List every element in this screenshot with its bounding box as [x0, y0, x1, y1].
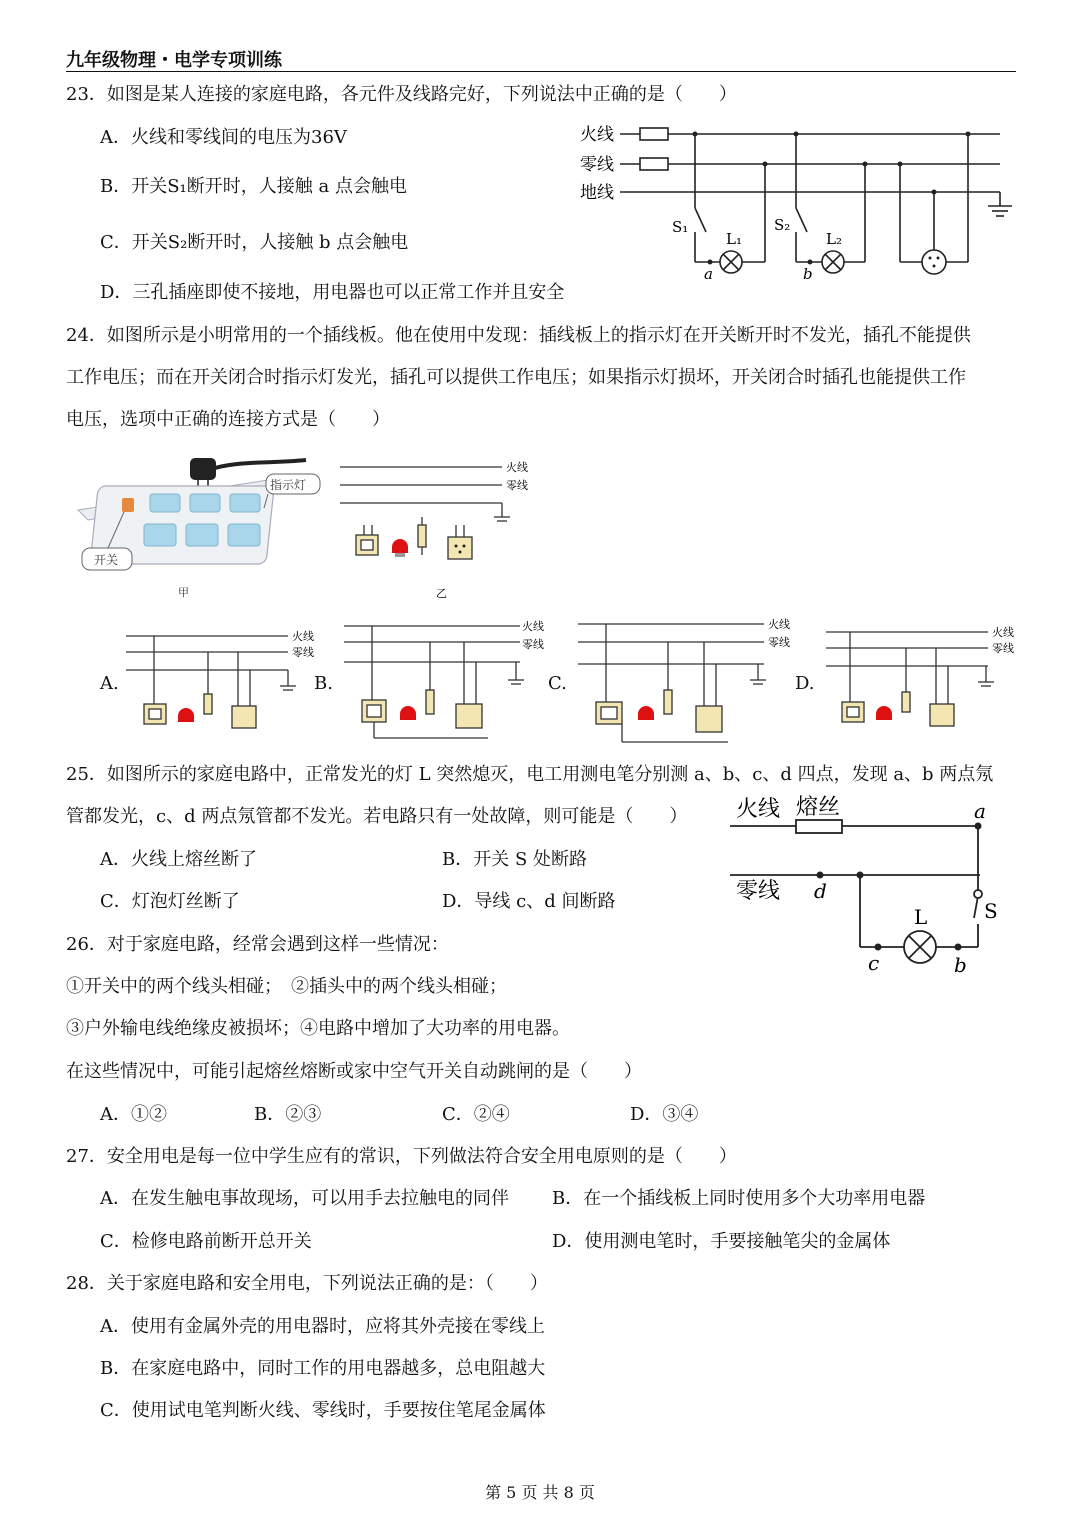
q24-option-b-circuit	[344, 618, 556, 748]
q24-option-d-live: 火线	[992, 626, 1014, 639]
q24-yi-neutral-label: 零线	[506, 479, 528, 492]
q26-option-b: B．②③	[254, 1104, 322, 1125]
q26-option-c: C．②④	[442, 1104, 510, 1125]
q23-live-label: 火线	[580, 125, 614, 145]
q23-point-b: b	[803, 265, 813, 283]
q27-option-a: A．在发生触电事故现场，可以用手去拉触电的同伴	[100, 1188, 509, 1209]
q25-point-c: c	[868, 951, 880, 975]
q24-caption-yi: 乙	[436, 587, 447, 600]
q23-ground-label: 地线	[580, 183, 614, 203]
q24-figure-yi	[340, 455, 540, 605]
q23-option-d: D．三孔插座即使不接地，用电器也可以正常工作并且安全	[100, 282, 565, 303]
q23-point-a: a	[704, 265, 713, 283]
q26-stem: 26．对于家庭电路，经常会遇到这样一些情况：	[66, 934, 449, 955]
q23-l1-label: L₁	[726, 230, 742, 248]
q23-option-b: B．开关S₁断开时，人接触 a 点会触电	[100, 176, 407, 197]
q28-option-b: B．在家庭电路中，同时工作的用电器越多，总电阻越大	[100, 1358, 546, 1379]
q25-fuse-label: 熔丝	[796, 795, 841, 820]
q24-stem-line2: 工作电压；而在开关闭合时指示灯发光，插孔可以提供工作电压；如果指示灯损坏，开关闭合时插孔也能提供工作	[66, 367, 966, 388]
q24-stem-line1: 24．如图所示是小明常用的一个插线板。他在使用中发现：插线板上的指示灯在开关断开时不发光，插孔不能提供	[66, 325, 971, 346]
q24-option-c-live: 火线	[768, 618, 790, 631]
q24-option-a-live: 火线	[292, 630, 314, 643]
q25-option-b: B．开关 S 处断路	[442, 849, 588, 870]
q25-point-b: b	[954, 953, 967, 977]
q24-option-b-neutral: 零线	[522, 638, 544, 651]
q24-switch-callout: 开关	[94, 553, 119, 567]
q24-indicator-callout: 指示灯	[270, 478, 307, 492]
q23-s1-label: S₁	[672, 218, 689, 236]
q26-option-a: A．①②	[100, 1104, 167, 1125]
q23-stem: 23．如图是某人连接的家庭电路，各元件及线路完好，下列说法中正确的是（ ）	[66, 84, 737, 105]
q25-circuit-diagram	[730, 790, 1020, 980]
q25-neutral-label: 零线	[736, 879, 781, 904]
q23-option-a: A．火线和零线间的电压为36V	[100, 127, 347, 148]
q26-situations-2: ③户外输电线绝缘皮被损坏；④电路中增加了大功率的用电器。	[66, 1018, 570, 1039]
q25-point-d: d	[814, 879, 827, 903]
q26-option-d: D．③④	[630, 1104, 699, 1125]
q25-stem-line1: 25．如图所示的家庭电路中，正常发光的灯 L 突然熄灭，电工用测电笔分别测 a、b、c、d 四点，发现 a、b 两点氖	[66, 764, 994, 785]
q25-live-label: 火线	[736, 797, 781, 822]
q26-situations-1: ①开关中的两个线头相碰； ②插头中的两个线头相碰；	[66, 976, 507, 997]
q23-l2-label: L₂	[826, 230, 842, 248]
q24-option-b-live: 火线	[522, 620, 544, 633]
q24-option-a-neutral: 零线	[292, 646, 314, 659]
q27-option-d: D．使用测电笔时，手要接触笔尖的金属体	[552, 1231, 891, 1252]
page-footer: 第 5 页 共 8 页	[485, 1483, 595, 1502]
q24-option-d-label: D.	[795, 673, 815, 694]
page-header-title: 九年级物理・电学专项训练	[66, 50, 282, 71]
q25-point-a: a	[974, 799, 986, 823]
q24-yi-live-label: 火线	[506, 461, 528, 474]
q24-option-a-label: A.	[100, 673, 119, 694]
q23-s2-label: S₂	[774, 216, 791, 234]
q24-power-strip-figure	[68, 450, 328, 605]
q24-option-c-circuit	[578, 614, 806, 750]
q25-option-a: A．火线上熔丝断了	[100, 849, 257, 870]
q27-option-b: B．在一个插线板上同时使用多个大功率用电器	[552, 1188, 926, 1209]
q23-option-c: C．开关S₂断开时，人接触 b 点会触电	[100, 232, 409, 253]
q23-neutral-label: 零线	[580, 155, 614, 175]
q24-option-a-circuit	[126, 628, 326, 748]
q27-stem: 27．安全用电是每一位中学生应有的常识，下列做法符合安全用电原则的是（ ）	[66, 1146, 737, 1167]
q23-circuit-diagram	[560, 112, 1030, 292]
q24-option-d-neutral: 零线	[992, 642, 1014, 655]
q24-option-c-neutral: 零线	[768, 636, 790, 649]
q28-stem: 28．关于家庭电路和安全用电，下列说法正确的是：（ ）	[66, 1273, 548, 1294]
q25-stem-line2: 管都发光，c、d 两点氖管都不发光。若电路只有一处故障，则可能是（ ）	[66, 806, 688, 827]
q24-option-d-circuit	[826, 624, 1026, 744]
q25-option-d: D．导线 c、d 间断路	[442, 891, 616, 912]
q26-question: 在这些情况中，可能引起熔丝熔断或家中空气开关自动跳闸的是（ ）	[66, 1061, 642, 1082]
q25-lamp-label: L	[914, 905, 928, 929]
q24-stem-line3: 电压，选项中正确的连接方式是（ ）	[66, 409, 390, 430]
q27-option-c: C．检修电路前断开总开关	[100, 1231, 312, 1252]
q25-option-c: C．灯泡灯丝断了	[100, 891, 240, 912]
q28-option-c: C．使用试电笔判断火线、零线时，手要按住笔尾金属体	[100, 1400, 546, 1421]
q28-option-a: A．使用有金属外壳的用电器时，应将其外壳接在零线上	[100, 1316, 545, 1337]
header-divider	[66, 71, 1016, 72]
q24-option-c-label: C.	[548, 673, 567, 694]
q24-option-b-label: B.	[314, 673, 333, 694]
q25-switch-label: S	[984, 899, 998, 923]
q24-caption-jia: 甲	[178, 586, 189, 599]
